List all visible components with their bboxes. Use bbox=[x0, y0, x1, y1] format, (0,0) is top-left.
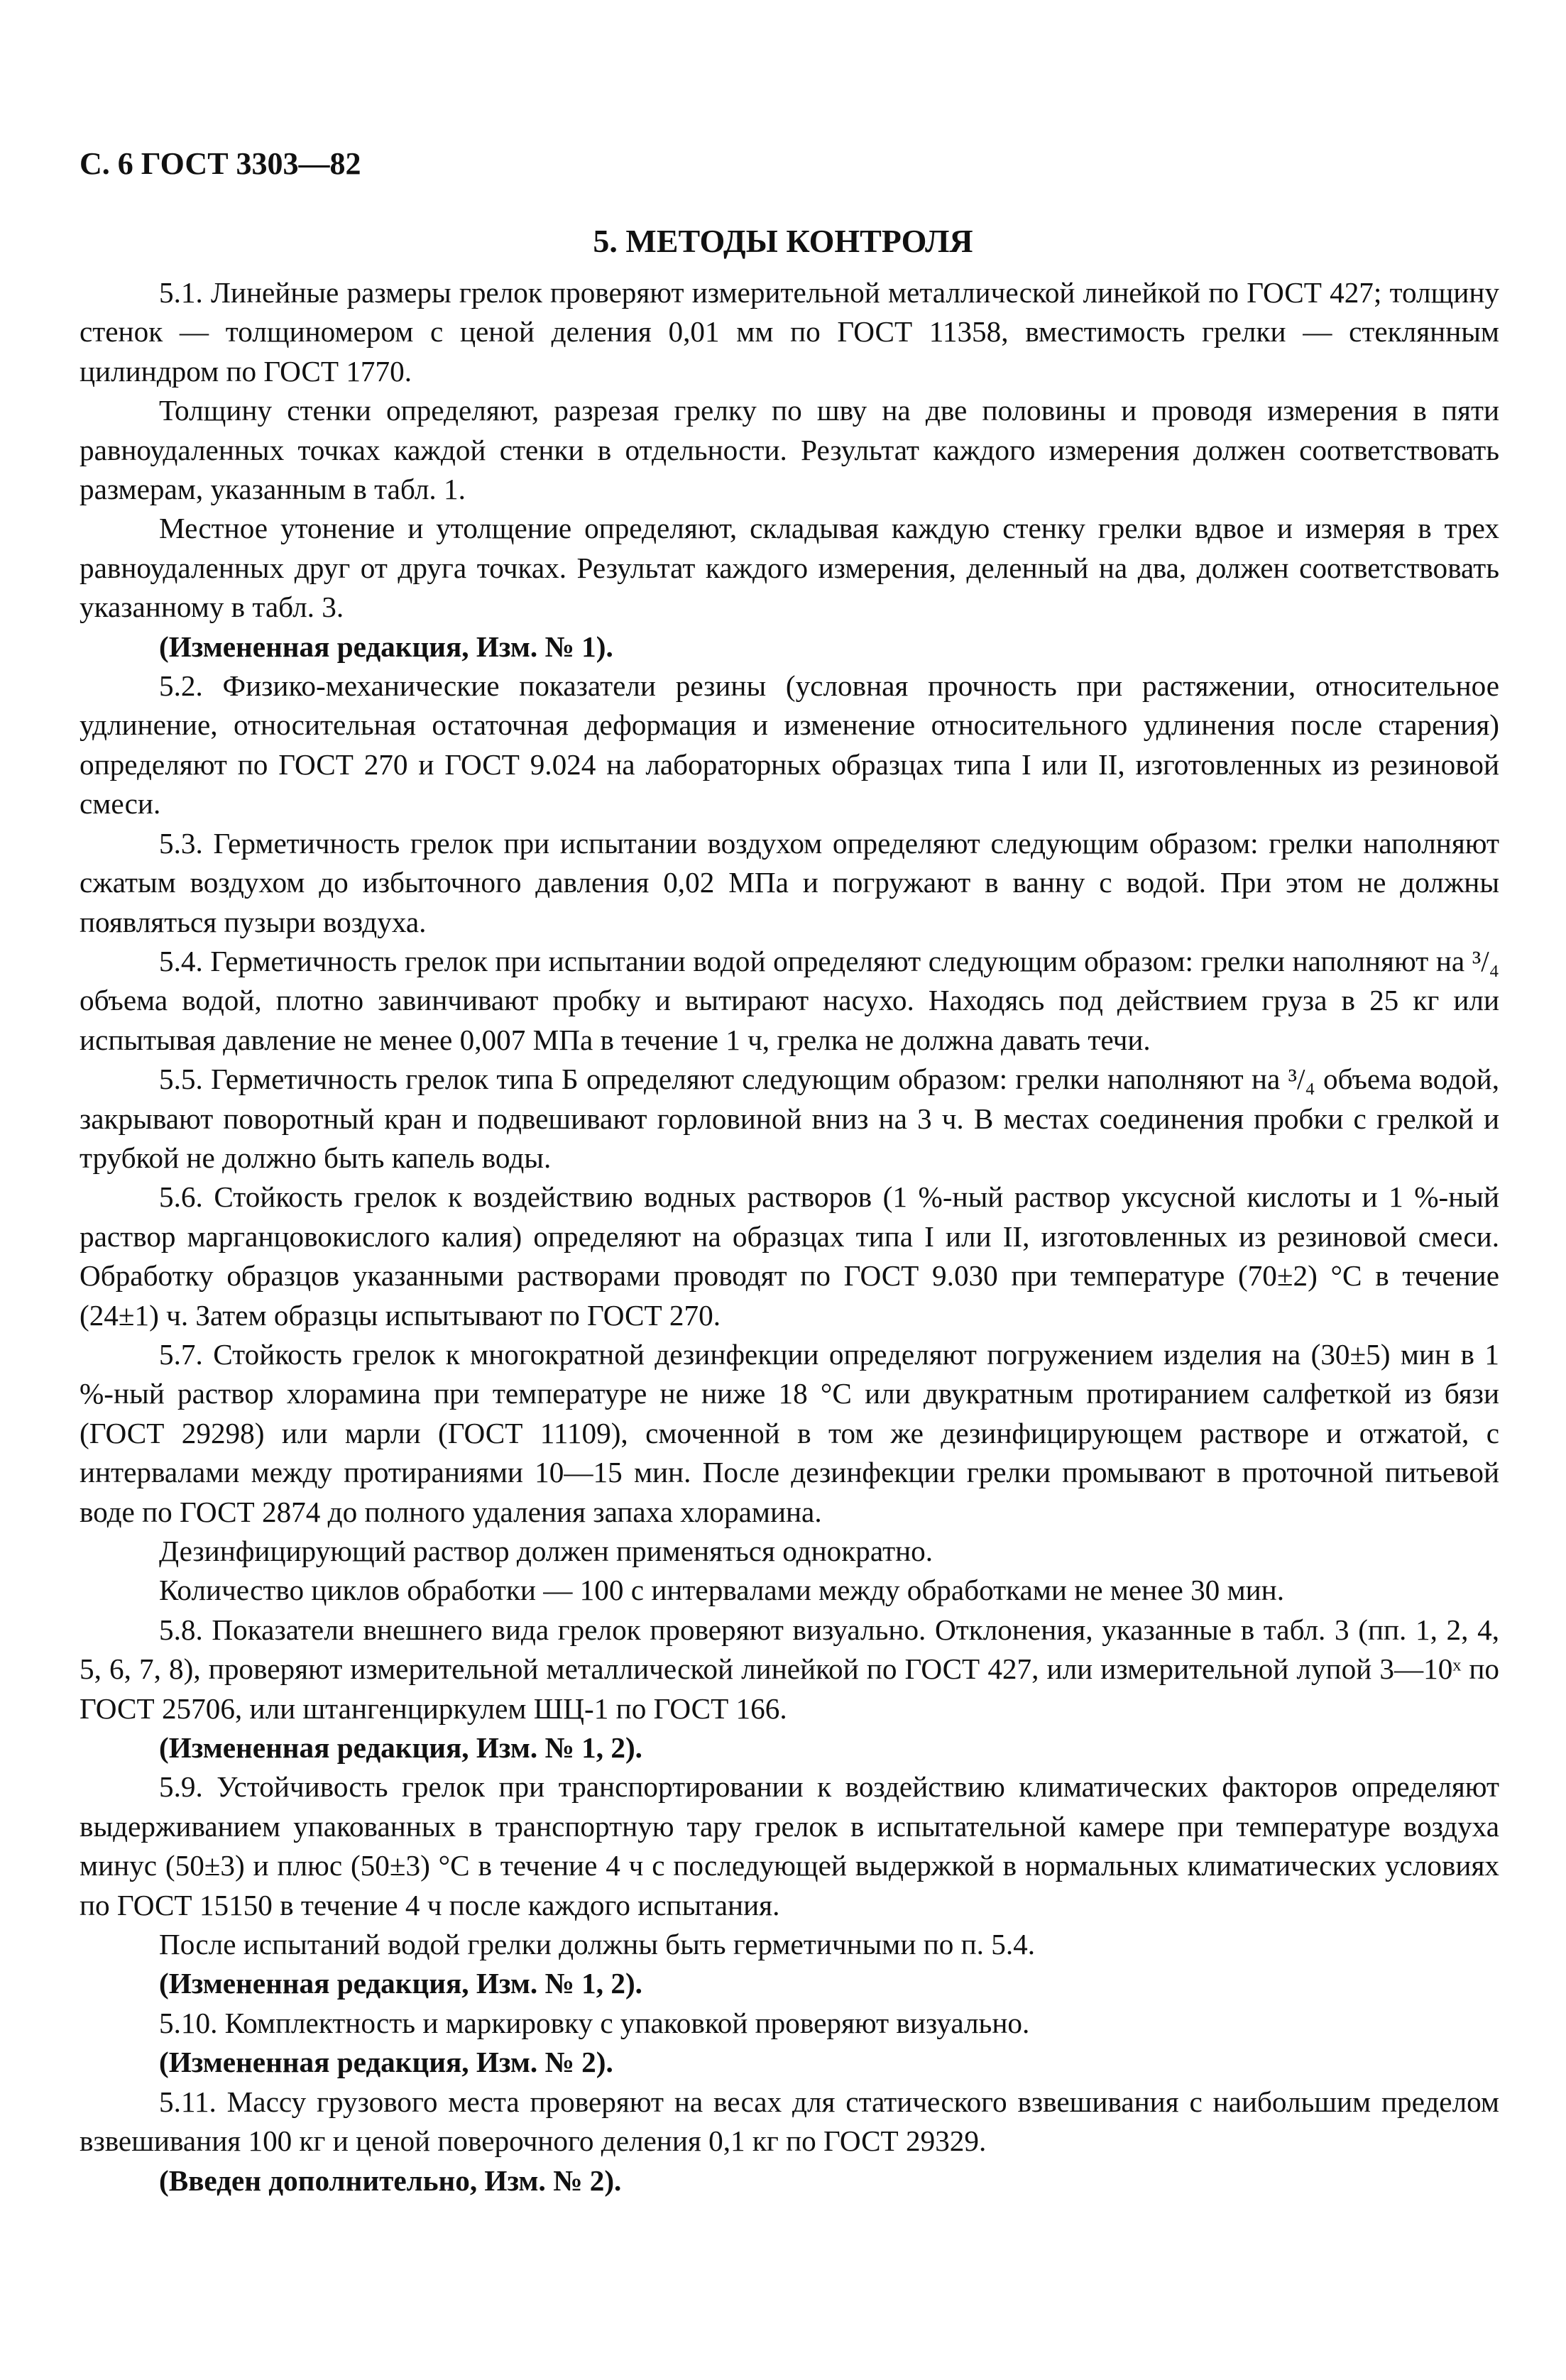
amendment-note: (Измененная редакция, Изм. № 1, 2). bbox=[159, 1967, 642, 2000]
paragraph-5-6: 5.6. Стойкость грелок к воздействию водных растворов (1 %-ный раствор уксусной кислоты и 1 %-ный раствор марганцовокислого калия) определяют на образцах типа I или II, изготовленных из резиновой смеси. Обработку образцов указанными растворами проводят по ГОСТ 9.030 при температуре (70±2) °С в течение (24±1) ч. Затем образцы испытывают по ГОСТ 270. bbox=[80, 1180, 1499, 1332]
paragraph-disinfectant: Дезинфицирующий раствор должен применяться однократно. bbox=[159, 1535, 933, 1567]
paragraph-after-water-test: После испытаний водой грелки должны быть герметичными по п. 5.4. bbox=[159, 1928, 1036, 1961]
paragraph-5-5: 5.5. Герметичность грелок типа Б определяют следующим образом: грелки наполняют на ³/₄ объема водой, закрывают поворотный кран и подвешивают горловиной вниз на 3 ч. В местах соединения пробки с грелкой и трубкой не должно быть капель воды. bbox=[80, 1063, 1499, 1174]
paragraph-wall-thickness: Толщину стенки определяют, разрезая грелку по шву на две половины и проводя измерения в пяти равноудаленных точках каждой стенки в отдельности. Результат каждого измерения должен соответствовать размерам, указанным в табл. 1. bbox=[80, 394, 1499, 506]
amendment-note: (Измененная редакция, Изм. № 1). bbox=[159, 630, 613, 663]
amendment-note: (Введен дополнительно, Изм. № 2). bbox=[159, 2164, 622, 2197]
paragraph-5-11: 5.11. Массу грузового места проверяют на весах для статического взвешивания с наибольшим пределом взвешивания 100 кг и ценой поверочного деления 0,1 кг по ГОСТ 29329. bbox=[80, 2085, 1499, 2158]
paragraph-5-4: 5.4. Герметичность грелок при испытании водой определяют следующим образом: грелки наполняют на ³/₄ объема водой, плотно завинчивают пробку и вытирают насухо. Находясь под действием груза в 25 кг или испытывая давление не менее 0,007 МПа в течение 1 ч, грелка не должна давать течи. bbox=[80, 944, 1499, 1056]
paragraph-5-3: 5.3. Герметичность грелок при испытании воздухом определяют следующим образом: грелки наполняют сжатым воздухом до избыточного давления 0,02 МПа и погружают в ванну с водой. При этом не должны появляться пузыри воздуха. bbox=[80, 826, 1499, 938]
amendment-note: (Измененная редакция, Изм. № 2). bbox=[159, 2046, 613, 2079]
section-title: 5. МЕТОДЫ КОНТРОЛЯ bbox=[593, 223, 973, 259]
page-header: С. 6 ГОСТ 3303—82 bbox=[80, 146, 361, 181]
paragraph-5-10: 5.10. Комплектность и маркировку с упаковкой проверяют визуально. bbox=[159, 2006, 1030, 2039]
section-body bbox=[80, 273, 1499, 2200]
paragraph-5-8: 5.8. Показатели внешнего вида грелок проверяют визуально. Отклонения, указанные в табл. 3 (пп. 1, 2, 4, 5, 6, 7, 8), проверяют измерительной металлической линейкой по ГОСТ 427, или измерительной лупой 3—10ˣ по ГОСТ 25706, или штангенциркулем ШЦ-1 по ГОСТ 166. bbox=[80, 1613, 1499, 1725]
paragraph-5-9: 5.9. Устойчивость грелок при транспортировании к воздействию климатических факторов определяют выдерживанием упакованных в транспортную тару грелок в испытательной камере при температуре воздуха минус (50±3) и плюс (50±3) °С в течение 4 ч с последующей выдержкой в нормальных климатических условиях по ГОСТ 15150 в течение 4 ч после каждого испытания. bbox=[80, 1770, 1499, 1921]
paragraph-5-7: 5.7. Стойкость грелок к многократной дезинфекции определяют погружением изделия на (30±5) мин в 1 %-ный раствор хлорамина при температуре не ниже 18 °С или двукратным протиранием салфеткой из бязи (ГОСТ 29298) или марли (ГОСТ 11109), смоченной в том же дезинфицирующем растворе и отжатой, с интервалами между протираниями 10—15 мин. После дезинфекции грелки промывают в проточной питьевой воде по ГОСТ 2874 до полного удаления запаха хлорамина. bbox=[80, 1337, 1499, 1528]
paragraph-local-thinning: Местное утонение и утолщение определяют, складывая каждую стенку грелки вдвое и измеряя в трех равноудаленных друг от друга точках. Результат каждого измерения, деленный на два, должен соответствовать указанному в табл. 3. bbox=[80, 512, 1499, 624]
paragraph-5-1: 5.1. Линейные размеры грелок проверяют измерительной металлической линейкой по ГОСТ 427; толщину стенок — толщиномером с ценой деления 0,01 мм по ГОСТ 11358, вместимость грелки — стеклянным цилиндром по ГОСТ 1770. bbox=[80, 276, 1499, 388]
amendment-note: (Измененная редакция, Изм. № 1, 2). bbox=[159, 1731, 642, 1765]
paragraph-5-2: 5.2. Физико-механические показатели резины (условная прочность при растяжении, относительное удлинение, относительная остаточная деформация и изменение относительного удлинения после старения) определяют по ГОСТ 270 и ГОСТ 9.024 на лабораторных образцах типа I или II, изготовленных из резиновой смеси. bbox=[80, 669, 1499, 821]
paragraph-cycles: Количество циклов обработки — 100 с интервалами между обработками не менее 30 мин. bbox=[159, 1574, 1285, 1607]
